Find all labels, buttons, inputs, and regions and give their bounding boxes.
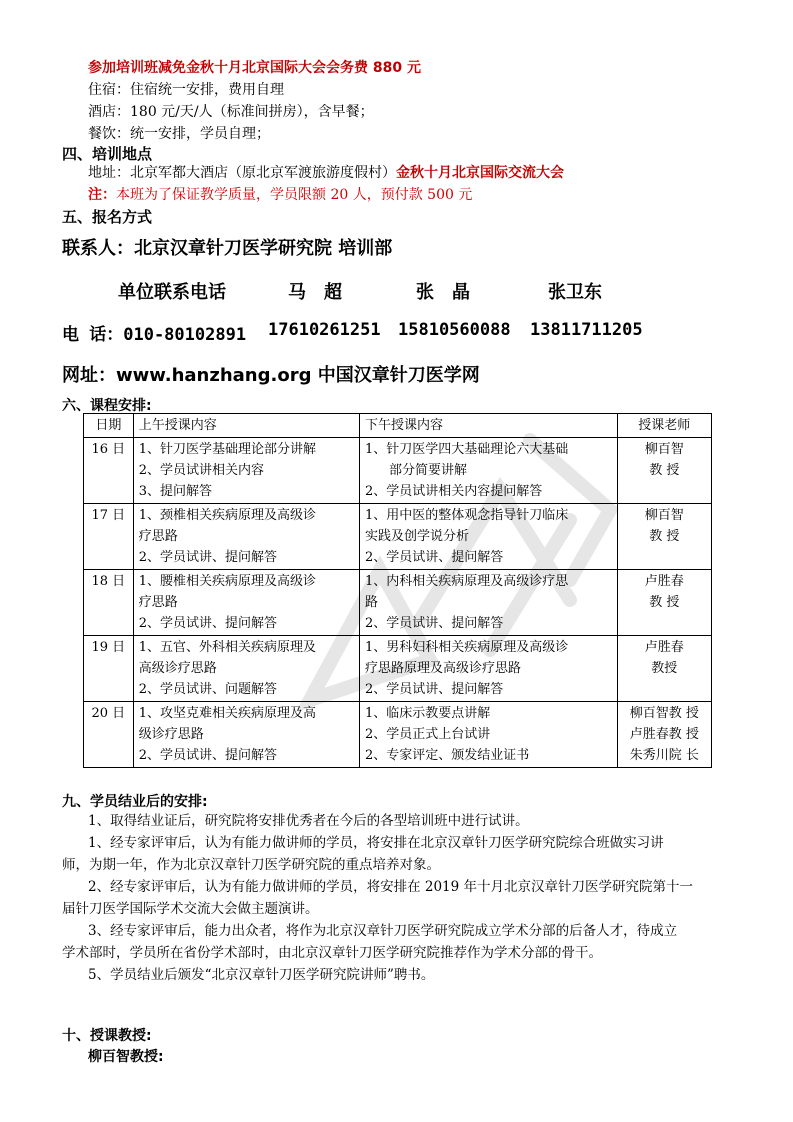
table-row bbox=[84, 702, 712, 768]
cell-text: 朱秀川院 长 bbox=[629, 748, 699, 763]
cell-pm bbox=[359, 570, 617, 636]
phone-label: 单位联系电话 bbox=[118, 282, 226, 303]
person-3: 张卫东 bbox=[548, 282, 602, 303]
col-header-pm: 下午授课内容 bbox=[359, 414, 617, 438]
cell-text: 级诊疗思路 bbox=[138, 727, 204, 742]
cell-text: 1、男科妇科相关疾病原理及高级诊 bbox=[364, 640, 569, 655]
col-header-teacher: 授课老师 bbox=[617, 414, 711, 438]
cell-day: 19 日 bbox=[84, 636, 134, 702]
cell-text: 2、学员正式上台试讲 bbox=[364, 727, 491, 742]
cell-text: 教 授 bbox=[649, 595, 680, 610]
cell-text: 1、针刀医学基础理论部分讲解 bbox=[138, 442, 316, 457]
cell-text: 疗思路 bbox=[138, 595, 178, 610]
cell-day: 17 日 bbox=[84, 504, 134, 570]
cell-text: 卢胜春教 授 bbox=[629, 727, 699, 742]
col-header-am: 上午授课内容 bbox=[133, 414, 359, 438]
cell-teacher bbox=[617, 702, 711, 768]
cell-text: 2、学员试讲、提问解答 bbox=[138, 550, 277, 565]
cell-day: 16 日 bbox=[84, 438, 134, 504]
cell-teacher bbox=[617, 570, 711, 636]
cell-text: 1、用中医的整体观念指导针刀临床 bbox=[364, 508, 569, 523]
cell-text: 实践及创学说分析 bbox=[364, 529, 469, 544]
cell-text: 路 bbox=[364, 595, 378, 610]
meals-line: 餐饮：统一安排，学员自理； bbox=[88, 126, 270, 142]
cell-text: 2、学员试讲、提问解答 bbox=[138, 748, 277, 763]
cell-teacher bbox=[617, 438, 711, 504]
contact-line: 联系人：北京汉章针刀医学研究院 培训部 bbox=[62, 238, 393, 259]
section9-item: 1、取得结业证后，研究院将安排优秀者在今后的各型培训班中进行试讲。 bbox=[88, 813, 529, 829]
discount-line: 参加培训班减免金秋十月北京国际大会会务费 880 元 bbox=[88, 60, 421, 76]
table-row bbox=[84, 504, 712, 570]
cell-am bbox=[133, 636, 359, 702]
cell-text: 2、学员试讲、提问解答 bbox=[364, 616, 504, 631]
cell-text: 教 授 bbox=[649, 463, 680, 478]
cell-text: 1、腰椎相关疾病原理及高级诊 bbox=[138, 574, 316, 589]
section10-sub: 柳百智教授: bbox=[88, 1049, 164, 1065]
section6-heading: 六、课程安排: bbox=[62, 398, 152, 414]
cell-pm bbox=[359, 636, 617, 702]
tel-2: 15810560088 bbox=[398, 320, 511, 340]
section9-item: 届针刀医学国际学术交流大会做主题演讲。 bbox=[62, 901, 319, 917]
section9-item: 1、经专家评审后，认为有能力做讲师的学员，将安排在北京汉章针刀医学研究院综合班做实习讲 bbox=[88, 835, 664, 851]
lodging-line: 住宿：住宿统一安排，费用自理 bbox=[88, 82, 284, 98]
cell-pm bbox=[359, 438, 617, 504]
tel-1: 17610261251 bbox=[268, 320, 381, 340]
cell-am bbox=[133, 504, 359, 570]
cell-text: 2、学员试讲、问题解答 bbox=[138, 682, 277, 697]
section9-item: 师，为期一年，作为北京汉章针刀医学研究院的重点培养对象。 bbox=[62, 857, 440, 873]
section9-heading: 九、学员结业后的安排: bbox=[62, 794, 208, 810]
person-2: 张 晶 bbox=[416, 282, 470, 303]
section4-heading: 四、培训地点 bbox=[62, 145, 153, 163]
cell-pm bbox=[359, 702, 617, 768]
note-label: 注： bbox=[88, 187, 116, 203]
cell-text: 2、学员试讲相关内容 bbox=[138, 463, 264, 478]
tel-line-main: 电 话：010-80102891 bbox=[62, 325, 247, 345]
person-1: 马 超 bbox=[288, 282, 342, 303]
section5-heading: 五、报名方式 bbox=[62, 208, 153, 226]
cell-text: 柳百智 bbox=[644, 442, 684, 457]
table-row bbox=[84, 570, 712, 636]
website-line: 网址：www.hanzhang.org 中国汉章针刀医学网 bbox=[62, 365, 480, 386]
schedule-header-row bbox=[84, 414, 712, 438]
cell-text: 高级诊疗思路 bbox=[138, 661, 217, 676]
schedule-table bbox=[83, 413, 712, 768]
note-text: 本班为了保证教学质量，学员限额 20 人，预付款 500 元 bbox=[116, 187, 473, 203]
cell-text: 1、颈椎相关疾病原理及高级诊 bbox=[138, 508, 316, 523]
cell-text: 2、学员试讲、提问解答 bbox=[364, 682, 504, 697]
cell-teacher bbox=[617, 504, 711, 570]
cell-text: 2、学员试讲、提问解答 bbox=[364, 550, 504, 565]
cell-text: 2、学员试讲相关内容提问解答 bbox=[364, 484, 543, 499]
cell-text: 柳百智 bbox=[644, 508, 684, 523]
cell-text: 部分简要讲解 bbox=[388, 463, 467, 478]
cell-text: 卢胜春 bbox=[644, 574, 684, 589]
section10-heading: 十、授课教授: bbox=[62, 1028, 152, 1044]
cell-text: 卢胜春 bbox=[644, 640, 684, 655]
table-row bbox=[84, 438, 712, 504]
cell-teacher bbox=[617, 636, 711, 702]
cell-text: 疗思路 bbox=[138, 529, 178, 544]
cell-pm bbox=[359, 504, 617, 570]
tel-3: 13811711205 bbox=[530, 320, 643, 340]
cell-text: 教 授 bbox=[649, 529, 680, 544]
cell-text: 1、针刀医学四大基础理论六大基础 bbox=[364, 442, 569, 457]
cell-text: 2、专家评定、颁发结业证书 bbox=[364, 748, 530, 763]
cell-day: 18 日 bbox=[84, 570, 134, 636]
cell-am bbox=[133, 570, 359, 636]
cell-am bbox=[133, 438, 359, 504]
col-header-date: 日期 bbox=[84, 414, 134, 438]
address-line bbox=[88, 162, 564, 184]
note-line bbox=[88, 184, 472, 206]
cell-text: 柳百智教 授 bbox=[629, 706, 699, 721]
address-prefix: 地址：北京军都大酒店（原北京军渡旅游度假村） bbox=[88, 165, 396, 181]
section9-item: 学术部时，学员所在省份学术部时，由北京汉章针刀医学研究院推荐作为学术分部的骨干。 bbox=[62, 945, 602, 961]
cell-text: 2、学员试讲、提问解答 bbox=[138, 616, 277, 631]
table-row bbox=[84, 636, 712, 702]
cell-day: 20 日 bbox=[84, 702, 134, 768]
cell-text: 1、五官、外科相关疾病原理及 bbox=[138, 640, 316, 655]
cell-am bbox=[133, 702, 359, 768]
address-event: 金秋十月北京国际交流大会 bbox=[396, 165, 564, 181]
section9-item: 3、经专家评审后，能力出众者，将作为北京汉章针刀医学研究院成立学术分部的后备人才，待成立 bbox=[88, 923, 678, 939]
cell-text: 疗思路原理及高级诊疗思路 bbox=[364, 661, 521, 676]
hotel-line: 酒店：180 元/天/人（标准间拼房），含早餐； bbox=[88, 104, 374, 120]
cell-text: 1、内科相关疾病原理及高级诊疗思 bbox=[364, 574, 569, 589]
section9-item: 5、学员结业后颁发“北京汉章针刀医学研究院讲师”聘书。 bbox=[88, 967, 435, 983]
cell-text: 1、临床示教要点讲解 bbox=[364, 706, 491, 721]
cell-text: 3、提问解答 bbox=[138, 484, 212, 499]
cell-text: 教授 bbox=[651, 661, 678, 676]
section9-item: 2、经专家评审后，认为有能力做讲师的学员，将安排在 2019 年十月北京汉章针刀医学研究院第十一 bbox=[88, 879, 694, 895]
cell-text: 1、攻坚克难相关疾病原理及高 bbox=[138, 706, 316, 721]
